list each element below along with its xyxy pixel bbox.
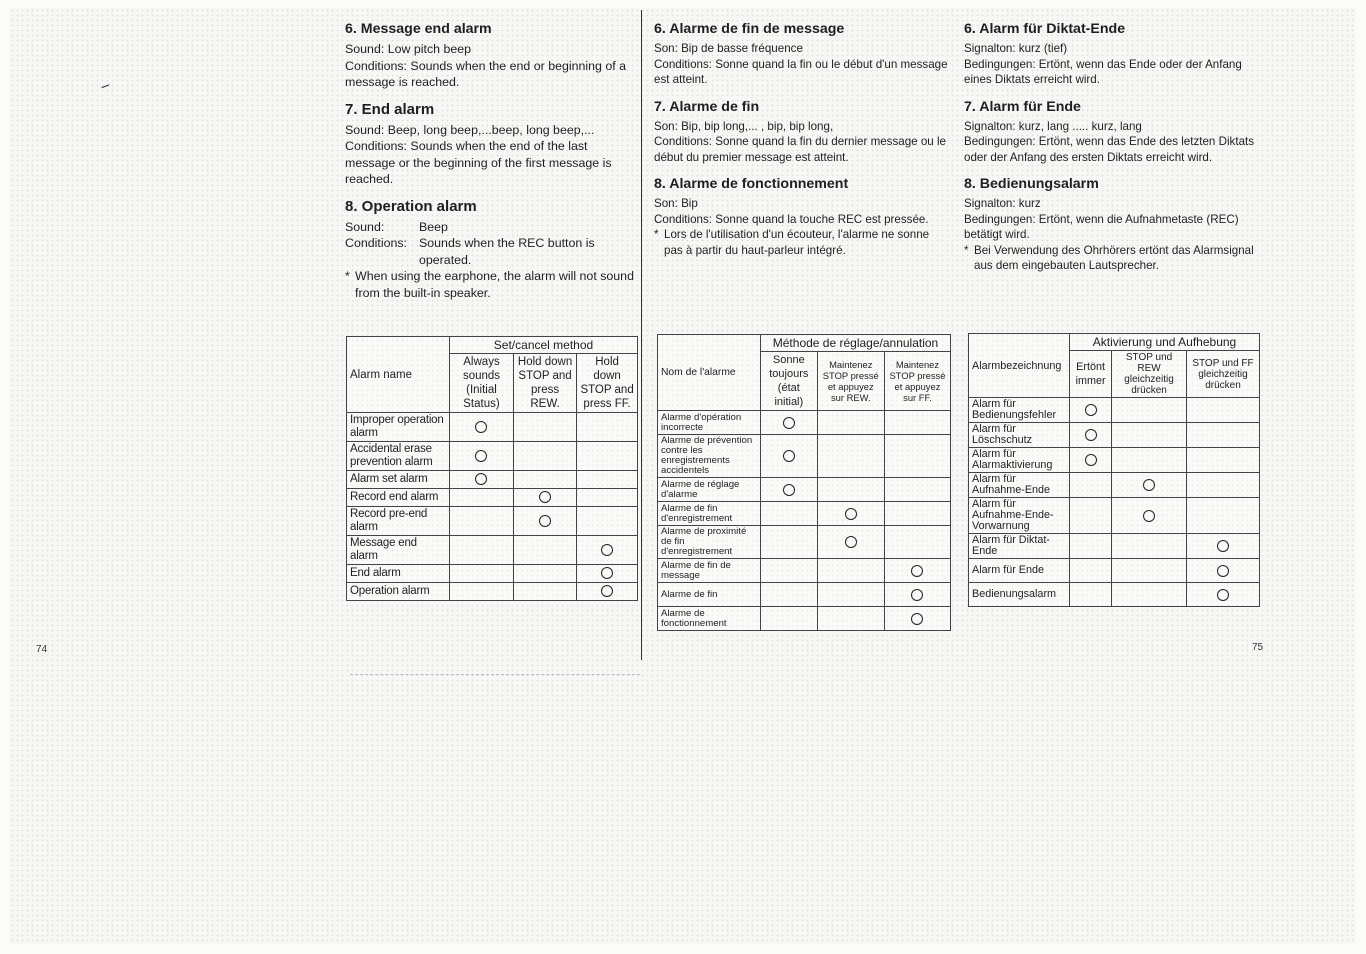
method-cell xyxy=(1070,498,1112,534)
circle-mark-icon xyxy=(475,450,487,462)
table-row xyxy=(347,413,638,442)
table-row xyxy=(969,559,1260,583)
method-cell xyxy=(1186,498,1259,534)
column-header: STOP und FF gleichzeitig drücken xyxy=(1186,351,1259,398)
method-cell xyxy=(577,583,638,601)
method-cell xyxy=(1070,583,1112,607)
alarm-name-cell: Alarme de réglage d'alarme xyxy=(658,478,761,502)
circle-mark-icon xyxy=(1217,565,1229,577)
section-line: Signalton: kurz (tief) xyxy=(964,42,1068,55)
method-cell xyxy=(450,442,514,471)
asterisk: * xyxy=(345,269,350,283)
method-cell xyxy=(1186,398,1259,423)
method-cell xyxy=(1070,473,1112,498)
method-cell xyxy=(513,507,576,536)
circle-mark-icon xyxy=(1217,589,1229,601)
alarm-table-en xyxy=(346,336,638,601)
method-cell xyxy=(513,413,576,442)
method-cell xyxy=(450,583,514,601)
circle-mark-icon xyxy=(911,613,923,625)
section-line: Bedingungen: Ertönt, wenn die Aufnahmetaste (REC) betätigt wird. xyxy=(964,212,1239,241)
section-line: Son: Bip xyxy=(654,197,698,210)
method-cell xyxy=(817,607,884,631)
method-cell xyxy=(450,536,514,565)
alarm-name-cell: Alarme de prévention contre les enregistrements accidentels xyxy=(658,435,761,478)
section-line: Signalton: kurz, lang ..... kurz, lang xyxy=(964,119,1142,133)
table-body xyxy=(347,413,638,601)
page-number-right: 75 xyxy=(1252,642,1264,653)
alarm-name-cell: Message end alarm xyxy=(347,536,450,565)
footnote xyxy=(964,243,1260,274)
method-cell xyxy=(884,411,950,435)
method-cell xyxy=(884,526,950,559)
section-alarm-diktat-ende xyxy=(964,20,1260,88)
column-header: Hold down STOP and press FF. xyxy=(577,354,638,413)
method-cell xyxy=(817,411,884,435)
column-header: Ertönt immer xyxy=(1070,351,1112,398)
column-header: Maintenez STOP pressé et appuyez sur FF. xyxy=(884,352,950,411)
method-cell xyxy=(1186,448,1259,473)
table-row xyxy=(658,478,951,502)
column-header: Hold down STOP and press REW. xyxy=(513,354,576,413)
alarm-table-de xyxy=(968,333,1260,607)
circle-mark-icon xyxy=(1085,429,1097,441)
table-row xyxy=(969,448,1260,473)
method-cell xyxy=(1186,559,1259,583)
alarm-name-cell: Record end alarm xyxy=(347,489,450,507)
alarm-name-cell: Alarme de fin d'enregistrement xyxy=(658,502,761,526)
section-line: Son: Bip de basse fréquence xyxy=(654,42,803,55)
circle-mark-icon xyxy=(845,536,857,548)
section-line: Conditions: Sonne quand la touche REC est pressée. xyxy=(654,212,929,226)
circle-mark-icon xyxy=(1085,454,1097,466)
sound-row xyxy=(345,219,638,236)
method-cell xyxy=(1186,473,1259,498)
section-line: Conditions: Sonne quand la fin ou le début d'un message est atteint. xyxy=(654,57,948,86)
table-row xyxy=(347,536,638,565)
circle-mark-icon xyxy=(1143,510,1155,522)
method-cell xyxy=(1112,583,1187,607)
alarm-name-header: Alarm name xyxy=(347,337,450,413)
method-cell xyxy=(817,559,884,583)
table-row xyxy=(347,471,638,489)
alarm-name-cell: Alarme de fonctionnement xyxy=(658,607,761,631)
section-alarme-fin-message xyxy=(654,20,948,88)
alarm-name-cell: Alarm für Löschschutz xyxy=(969,423,1070,448)
method-cell xyxy=(577,471,638,489)
method-cell xyxy=(761,435,818,478)
alarm-name-header: Alarmbezeichnung xyxy=(969,334,1070,398)
method-cell xyxy=(1070,534,1112,559)
method-cell xyxy=(450,489,514,507)
circle-mark-icon xyxy=(475,421,487,433)
section-end-alarm xyxy=(345,101,638,188)
method-cell xyxy=(1112,498,1187,534)
asterisk: * xyxy=(964,243,969,257)
method-group-header: Méthode de réglage/annulation xyxy=(761,335,951,352)
table-row xyxy=(658,411,951,435)
method-cell xyxy=(761,583,818,607)
table-row xyxy=(969,473,1260,498)
column-header: Always sounds (Initial Status) xyxy=(450,354,514,413)
method-cell xyxy=(761,607,818,631)
method-cell xyxy=(761,411,818,435)
circle-mark-icon xyxy=(911,589,923,601)
table-row xyxy=(658,559,951,583)
circle-mark-icon xyxy=(845,508,857,520)
method-cell xyxy=(450,565,514,583)
section-message-end-alarm xyxy=(345,20,638,91)
circle-mark-icon xyxy=(1085,404,1097,416)
footnote xyxy=(345,268,638,301)
table-row xyxy=(347,489,638,507)
column-header: Sonne toujours (état initial) xyxy=(761,352,818,411)
section-alarme-fin xyxy=(654,98,948,166)
sound-label: Sound: xyxy=(345,219,385,234)
section-title: 6. Alarm für Diktat-Ende xyxy=(964,21,1126,37)
method-cell xyxy=(817,583,884,607)
table-row xyxy=(658,435,951,478)
section-title: 8. Alarme de fonctionnement xyxy=(654,176,849,192)
alarm-name-cell: Operation alarm xyxy=(347,583,450,601)
section-line: Son: Bip, bip long,... , bip, bip long, xyxy=(654,119,834,133)
section-line: Sound: Low pitch beep xyxy=(345,42,472,56)
method-cell xyxy=(513,583,576,601)
method-cell xyxy=(1186,423,1259,448)
method-cell xyxy=(513,442,576,471)
circle-mark-icon xyxy=(783,450,795,462)
method-cell xyxy=(577,413,638,442)
method-cell xyxy=(1112,473,1187,498)
table-row xyxy=(658,526,951,559)
method-cell xyxy=(1112,398,1187,423)
footnote xyxy=(654,227,948,258)
table-row xyxy=(658,502,951,526)
method-cell xyxy=(1112,448,1187,473)
table-row xyxy=(658,583,951,607)
method-cell xyxy=(1112,534,1187,559)
table-row xyxy=(347,507,638,536)
circle-mark-icon xyxy=(601,585,613,597)
alarm-name-cell: Alarm für Alarmaktivierung xyxy=(969,448,1070,473)
alarm-name-cell: Alarme de fin xyxy=(658,583,761,607)
circle-mark-icon xyxy=(1143,479,1155,491)
table-row xyxy=(347,565,638,583)
page-number-left: 74 xyxy=(36,644,48,655)
alarm-name-cell: Alarm für Aufnahme-Ende xyxy=(969,473,1070,498)
table-row xyxy=(969,398,1260,423)
alarm-name-cell: Improper operation alarm xyxy=(347,413,450,442)
method-cell xyxy=(1186,534,1259,559)
section-line: Conditions: Sonne quand la fin du dernier message ou le début du premier message est atteint. xyxy=(654,135,946,164)
alarm-table-fr xyxy=(657,334,951,631)
method-cell xyxy=(817,478,884,502)
circle-mark-icon xyxy=(539,491,551,503)
method-cell xyxy=(761,559,818,583)
section-alarme-fonctionnement xyxy=(654,175,948,258)
alarm-name-cell: Alarm für Bedienungsfehler xyxy=(969,398,1070,423)
method-cell xyxy=(450,413,514,442)
method-cell xyxy=(1070,398,1112,423)
sound-value: Beep xyxy=(419,219,448,234)
asterisk: * xyxy=(654,228,659,241)
alarm-name-cell: Alarm für Diktat-Ende xyxy=(969,534,1070,559)
footnote-text: Lors de l'utilisation d'un écouteur, l'alarme ne sonne pas à partir du haut-parleur intégré. xyxy=(664,228,930,257)
method-cell xyxy=(513,536,576,565)
column-header: STOP und REW gleichzeitig drücken xyxy=(1112,351,1187,398)
method-cell xyxy=(450,471,514,489)
table-row xyxy=(969,423,1260,448)
section-bedienungsalarm xyxy=(964,175,1260,274)
table-row xyxy=(347,583,638,601)
method-cell xyxy=(817,435,884,478)
circle-mark-icon xyxy=(1217,540,1229,552)
alarm-name-header: Nom de l'alarme xyxy=(658,335,761,411)
section-title: 6. Alarme de fin de message xyxy=(654,21,845,37)
alarm-name-cell: Bedienungsalarm xyxy=(969,583,1070,607)
method-cell xyxy=(884,435,950,478)
alarm-name-cell: Alarm für Ende xyxy=(969,559,1070,583)
section-title: 8. Operation alarm xyxy=(345,197,477,215)
method-cell xyxy=(884,478,950,502)
method-cell xyxy=(577,489,638,507)
method-cell xyxy=(513,489,576,507)
alarm-name-cell: Alarme de fin de message xyxy=(658,559,761,583)
method-cell xyxy=(884,583,950,607)
circle-mark-icon xyxy=(783,417,795,429)
method-cell xyxy=(1112,423,1187,448)
footnote-text: Bei Verwendung des Ohrhörers ertönt das Alarmsignal aus dem eingebauten Lautsprecher. xyxy=(974,243,1254,272)
alarm-name-cell: Record pre-end alarm xyxy=(347,507,450,536)
section-title: 7. Alarm für Ende xyxy=(964,98,1081,115)
table-row xyxy=(347,442,638,471)
section-line: Conditions: Sounds when the end of the last message or the beginning of the first message is reached. xyxy=(345,139,612,186)
circle-mark-icon xyxy=(601,544,613,556)
alarm-name-cell: Alarm für Aufnahme-Ende-Vorwarnung xyxy=(969,498,1070,534)
section-line: Bedingungen: Ertönt, wenn das Ende des letzten Diktats oder der Anfang des ersten Diktats erreicht wird. xyxy=(964,135,1255,164)
method-cell xyxy=(513,565,576,583)
section-line: Bedingungen: Ertönt, wenn das Ende oder der Anfang eines Diktats erreicht wird. xyxy=(964,57,1242,86)
alarm-name-cell: End alarm xyxy=(347,565,450,583)
alarm-name-cell: Alarme d'opération incorrecte xyxy=(658,411,761,435)
method-cell xyxy=(1070,559,1112,583)
method-cell xyxy=(817,526,884,559)
english-column xyxy=(345,20,638,311)
method-cell xyxy=(761,478,818,502)
method-cell xyxy=(450,507,514,536)
conditions-label: Conditions: xyxy=(345,236,407,250)
french-column xyxy=(654,20,948,268)
conditions-value: Sounds when the REC button is operated. xyxy=(419,236,595,267)
method-cell xyxy=(761,502,818,526)
method-cell xyxy=(577,442,638,471)
table-row xyxy=(969,498,1260,534)
method-cell xyxy=(577,536,638,565)
table-body xyxy=(969,398,1260,607)
method-cell xyxy=(817,502,884,526)
method-cell xyxy=(761,526,818,559)
circle-mark-icon xyxy=(783,484,795,496)
conditions-row xyxy=(345,235,638,268)
method-cell xyxy=(577,507,638,536)
table-row xyxy=(969,534,1260,559)
section-line: Signalton: kurz xyxy=(964,197,1041,210)
table-body xyxy=(658,411,951,631)
section-alarm-ende xyxy=(964,98,1260,166)
method-cell xyxy=(577,565,638,583)
table-row xyxy=(969,583,1260,607)
section-operation-alarm xyxy=(345,198,638,302)
section-line: Sound: Beep, long beep,...beep, long beep,... xyxy=(345,122,595,137)
circle-mark-icon xyxy=(475,473,487,485)
method-cell xyxy=(884,559,950,583)
method-cell xyxy=(513,471,576,489)
method-cell xyxy=(1070,423,1112,448)
method-cell xyxy=(1112,559,1187,583)
method-group-header: Set/cancel method xyxy=(450,337,638,354)
alarm-name-cell: Accidental erase prevention alarm xyxy=(347,442,450,471)
method-cell xyxy=(884,607,950,631)
method-cell xyxy=(1186,583,1259,607)
circle-mark-icon xyxy=(601,567,613,579)
alarm-name-cell: Alarm set alarm xyxy=(347,471,450,489)
section-line: Conditions: Sounds when the end or beginning of a message is reached. xyxy=(345,58,627,89)
german-column xyxy=(964,20,1260,284)
method-cell xyxy=(1070,448,1112,473)
section-title: 7. End alarm xyxy=(345,100,435,118)
table-row xyxy=(658,607,951,631)
dashed-rule xyxy=(350,674,640,675)
method-group-header: Aktivierung und Aufhebung xyxy=(1070,334,1260,351)
alarm-name-cell: Alarme de proximité de fin d'enregistrement xyxy=(658,526,761,559)
section-title: 7. Alarme de fin xyxy=(654,98,760,115)
circle-mark-icon xyxy=(539,515,551,527)
page-divider xyxy=(641,10,642,660)
column-header: Maintenez STOP pressé et appuyez sur REW. xyxy=(817,352,884,411)
footnote-text: When using the earphone, the alarm will not sound from the built-in speaker. xyxy=(355,269,634,300)
circle-mark-icon xyxy=(911,565,923,577)
section-title: 8. Bedienungsalarm xyxy=(964,176,1099,192)
section-title: 6. Message end alarm xyxy=(345,21,492,37)
method-cell xyxy=(884,502,950,526)
